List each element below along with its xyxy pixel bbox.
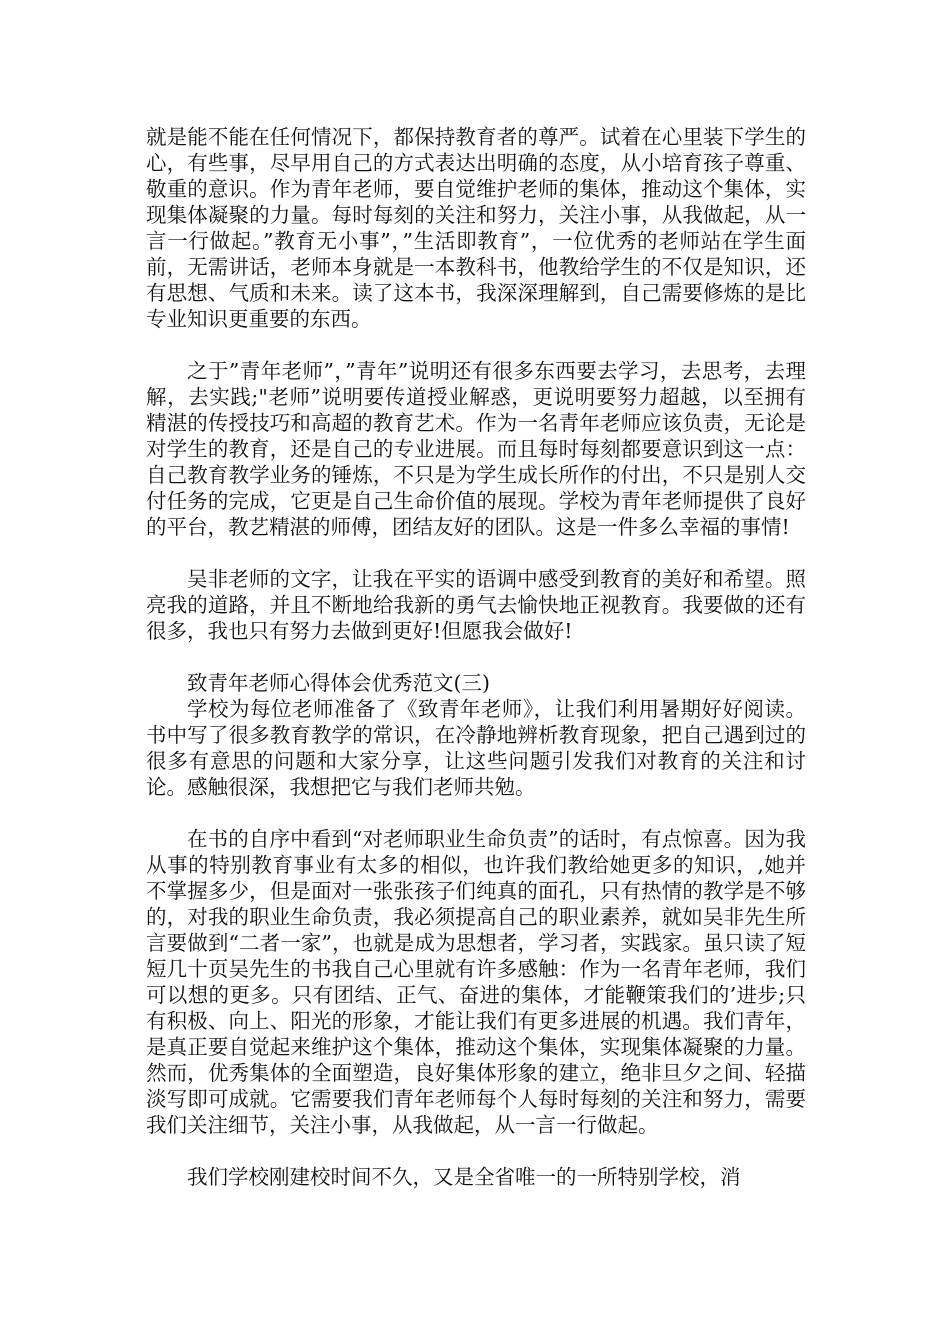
paragraph-4: 学校为每位老师准备了《致青年老师》，让我们利用暑期好好阅读。书中写了很多教育教学的常识，在冷静地辨析教育现象，把自己遇到过的很多有意思的问题和大家分享，让这些问题引发我们对教育的关注和讨论。感触很深，我想把它与我们老师共勉。 — [146, 697, 806, 799]
paragraph-3: 吴非老师的文字，让我在平实的语调中感受到教育的美好和希望。照亮我的道路，并且不断地给我新的勇气去愉快地正视教育。我要做的还有很多，我也只有努力去做到更好!但愿我会做好! — [146, 567, 806, 643]
paragraph-6: 我们学校刚建校时间不久，又是全省唯一的一所特别学校，消 — [187, 1165, 741, 1189]
section-heading: 致青年老师心得体会优秀范文(三) — [187, 671, 490, 695]
document-body — [146, 124, 806, 1190]
paragraph-5: 在书的自序中看到“对老师职业生命负责”的话时，有点惊喜。因为我从事的特别教育事业有太多的相似，也许我们教给她更多的知识，,她并不掌握多少，但是面对一张张孩子们纯真的面孔，只有热情的教学是不够的，对我的职业生命负责，我必须提高自己的职业素养，就如吴非先生所言要做到“二者一家”，也就是成为思想者，学习者，实践家。虽只读了短短几十页吴先生的书我自己心里就有许多感触：作为一名青年老师，我们可以想的更多。只有团结、正气、奋进的集体，才能鞭策我们的’进步;只有积极、向上、阳光的形象，才能让我们有更多进展的机遇。我们青年，是真正要自觉起来维护这个集体，推动这个集体，实现集体凝聚的力量。然而，优秀集体的全面塑造，良好集体形象的建立，绝非旦夕之间、轻描淡写即可成就。它需要我们青年老师每个人每时每刻的关注和努力，需要我们关注细节，关注小事，从我做起，从一言一行做起。 — [146, 827, 806, 1137]
paragraph-1: 就是能不能在任何情况下，都保持教育者的尊严。试着在心里装下学生的心，有些事，尽早用自己的方式表达出明确的态度，从小培育孩子尊重、敬重的意识。作为青年老师，要自觉维护老师的集体，推动这个集体，实现集体凝聚的力量。每时每刻的关注和努力，关注小事，从我做起，从一言一行做起。”教育无小事”，”生活即教育”，一位优秀的老师站在学生面前，无需讲话，老师本身就是一本教科书，他教给学生的不仅是知识，还有思想、气质和未来。读了这本书，我深深理解到，自己需要修炼的是比专业知识更重要的东西。 — [146, 125, 806, 331]
paragraph-2: 之于”青年老师”，”青年”说明还有很多东西要去学习，去思考，去理解，去实践;"老师”说明要传道授业解惑，更说明要努力超越，以至拥有精湛的传授技巧和高超的教育艺术。作为一名青年老师应该负责，无论是对学生的教育，还是自己的专业进展。而且每时每刻都要意识到这一点：自己教育教学业务的锤炼，不只是为学生成长所作的付出，不只是别人交付任务的完成，它更是自己生命价值的展现。学校为青年老师提供了良好的平台，教艺精湛的师傅，团结友好的团队。这是一件多么幸福的事情! — [146, 359, 806, 539]
